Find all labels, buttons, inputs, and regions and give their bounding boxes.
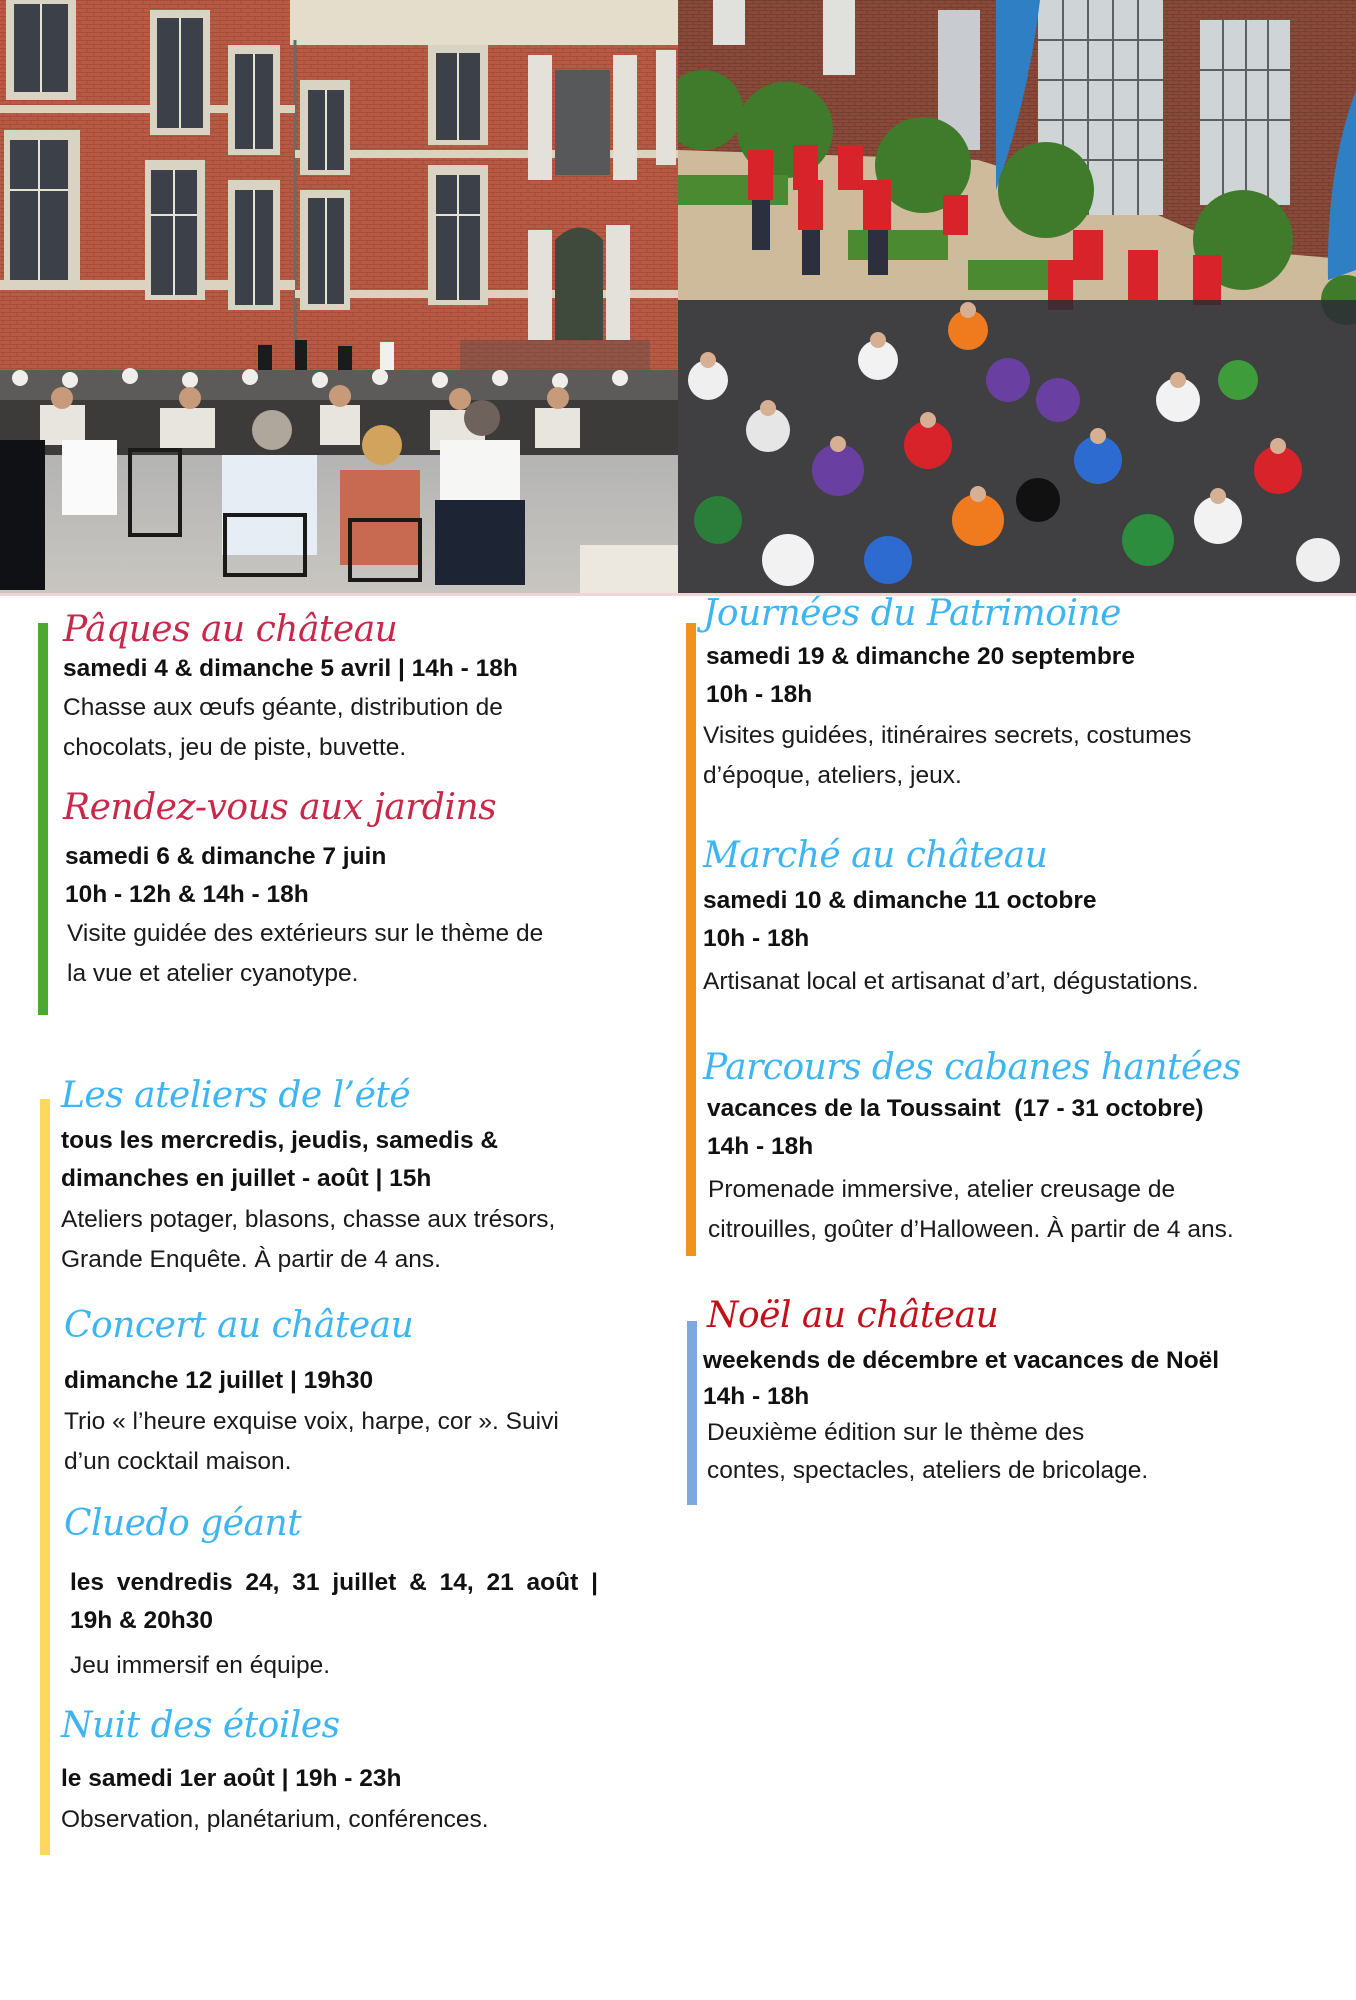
event-paques xyxy=(63,606,518,768)
winter-accent-bar xyxy=(687,1321,697,1505)
event-noel xyxy=(703,1292,1219,1490)
event-title: Rendez-vous aux jardins xyxy=(63,787,497,828)
event-title: Noël au château xyxy=(707,1295,999,1336)
event-hours: 10h - 18h xyxy=(703,925,810,952)
event-title: Parcours des cabanes hantées xyxy=(703,1047,1241,1088)
event-description: la vue et atelier cyanotype. xyxy=(67,960,359,987)
concert-photo-illustration xyxy=(0,0,678,593)
event-date: vacances de la Toussaint (17 - 31 octobre) xyxy=(707,1095,1204,1122)
event-date: samedi 10 & dimanche 11 octobre xyxy=(703,887,1097,914)
event-title: Cluedo géant xyxy=(64,1503,302,1544)
event-description: d’époque, ateliers, jeux. xyxy=(703,762,962,789)
event-title: Les ateliers de l’été xyxy=(61,1075,411,1116)
event-description: Trio « l’heure exquise voix, harpe, cor ». Suivi xyxy=(64,1408,559,1435)
event-date: dimanche 12 juillet | 19h30 xyxy=(64,1367,374,1394)
event-description: contes, spectacles, ateliers de bricolage. xyxy=(707,1457,1149,1484)
event-description: Grande Enquête. À partir de 4 ans. xyxy=(61,1246,441,1273)
event-hours: 14h - 18h xyxy=(707,1133,814,1160)
event-rendez-vous-jardins xyxy=(63,784,543,994)
event-hours: 14h - 18h xyxy=(703,1383,810,1410)
event-date: le samedi 1er août | 19h - 23h xyxy=(61,1765,402,1792)
event-nuit-etoiles xyxy=(61,1702,489,1840)
event-journees-patrimoine xyxy=(703,590,1191,796)
summer-accent-bar xyxy=(40,1099,50,1855)
event-title: Concert au château xyxy=(64,1305,414,1346)
event-title: Marché au château xyxy=(703,835,1048,876)
event-date: samedi 4 & dimanche 5 avril | 14h - 18h xyxy=(63,655,518,682)
event-hours: 10h - 18h xyxy=(706,681,813,708)
event-description: Ateliers potager, blasons, chasse aux trésors, xyxy=(61,1206,556,1233)
event-description: Promenade immersive, atelier creusage de xyxy=(708,1176,1176,1203)
event-description: d’un cocktail maison. xyxy=(64,1448,292,1475)
event-title: Nuit des étoiles xyxy=(61,1705,340,1746)
event-ateliers-ete xyxy=(61,1072,555,1280)
event-description: Chasse aux œufs géante, distribution de xyxy=(63,694,503,721)
event-date: tous les mercredis, jeudis, samedis & xyxy=(61,1127,499,1154)
spring-accent-bar xyxy=(38,623,48,1015)
concert-in-courtyard-photo xyxy=(0,0,678,593)
event-description: chocolats, jeu de piste, buvette. xyxy=(63,734,407,761)
event-description: Deuxième édition sur le thème des xyxy=(707,1419,1085,1446)
event-date: samedi 6 & dimanche 7 juin xyxy=(65,843,387,870)
event-marche xyxy=(703,832,1199,1002)
event-description: Visites guidées, itinéraires secrets, costumes xyxy=(703,722,1192,749)
event-description: Visite guidée des extérieurs sur le thème de xyxy=(67,920,544,947)
event-title: Pâques au château xyxy=(63,609,398,650)
event-description: citrouilles, goûter d’Halloween. À partir de 4 ans. xyxy=(708,1216,1234,1243)
event-date: samedi 19 & dimanche 20 septembre xyxy=(706,643,1135,670)
event-concert xyxy=(64,1302,559,1482)
autumn-accent-bar xyxy=(686,623,696,1256)
event-description: Observation, planétarium, conférences. xyxy=(61,1806,489,1833)
event-date: weekends de décembre et vacances de Noël xyxy=(703,1347,1220,1374)
event-date: les vendredis 24, 31 juillet & 14, 21 août | xyxy=(70,1569,598,1596)
event-title: Journées du Patrimoine xyxy=(703,593,1121,634)
event-cabanes-hantees xyxy=(703,1044,1241,1250)
event-hours: 10h - 12h & 14h - 18h xyxy=(65,881,309,908)
event-cluedo xyxy=(64,1500,598,1686)
archers-gathering-photo xyxy=(678,0,1356,593)
event-date: dimanches en juillet - août | 15h xyxy=(61,1165,432,1192)
archers-photo-illustration xyxy=(678,0,1356,593)
event-description: Artisanat local et artisanat d’art, dégustations. xyxy=(703,968,1199,995)
event-hours: 19h & 20h30 xyxy=(70,1607,213,1634)
event-description: Jeu immersif en équipe. xyxy=(70,1652,331,1679)
